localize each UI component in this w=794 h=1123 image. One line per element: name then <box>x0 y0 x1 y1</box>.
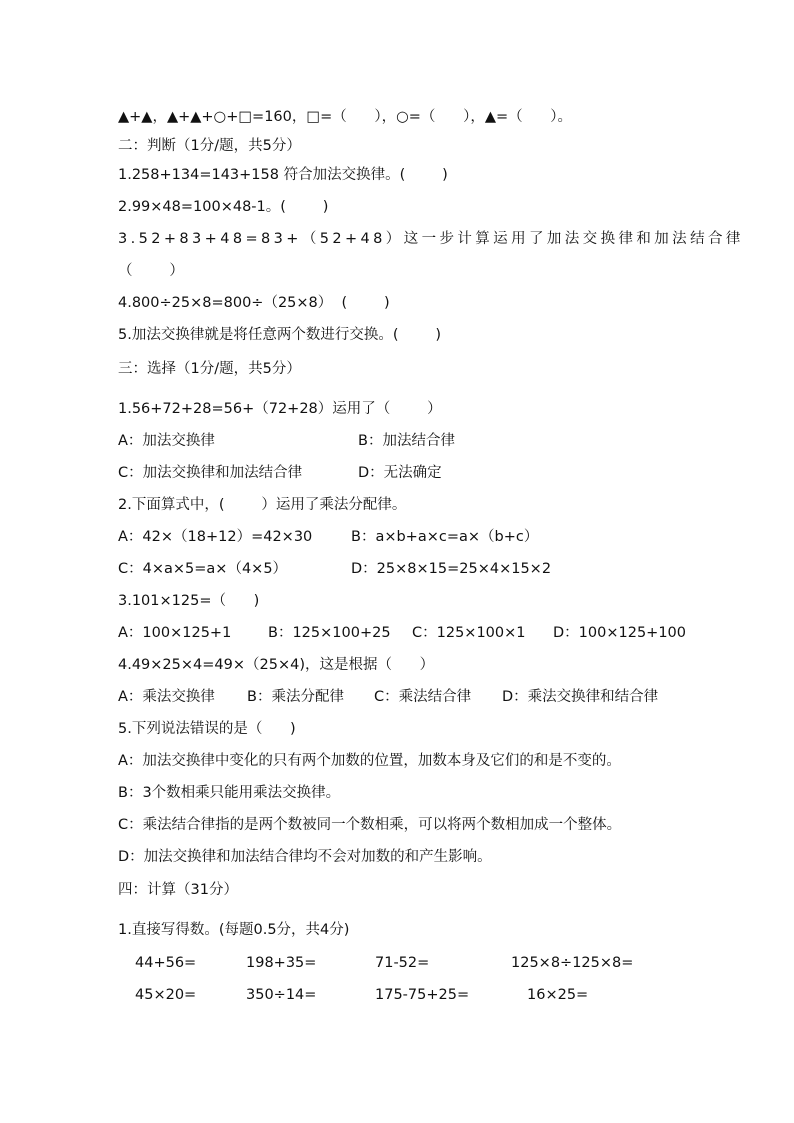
judge-item-5: 5.加法交换律就是将任意两个数进行交换。( ) <box>118 327 442 343</box>
intro-equation-line: ▲+▲，▲+▲+○+□=160，□=（ ），○=（ ），▲=（ ）。 <box>118 109 573 125</box>
choice-q3-option-b: B：125×100+25 <box>268 625 391 641</box>
choice-q2-option-c: C：4×a×5=a×（4×5） <box>118 561 288 577</box>
calc-item: 16×25= <box>527 987 589 1003</box>
choice-q2-stem: 2.下面算式中，( ）运用了乘法分配律。 <box>118 497 407 513</box>
judge-item-2: 2.99×48=100×48-1。( ) <box>118 199 329 215</box>
calc-sub1-title: 1.直接写得数。(每题0.5分，共4分) <box>118 922 350 938</box>
choice-q3-option-a: A：100×125+1 <box>118 625 232 641</box>
choice-q4-option-d: D：乘法交换律和结合律 <box>502 689 659 705</box>
choice-q4-option-c: C：乘法结合律 <box>374 689 472 705</box>
section-title-calc: 四：计算（31分） <box>118 882 238 898</box>
section-title-judge: 二：判断（1分/题，共5分） <box>118 138 301 154</box>
choice-q5-option-a: A：加法交换律中变化的只有两个加数的位置，加数本身及它们的和是不变的。 <box>118 753 621 769</box>
choice-q1-option-c: C：加法交换律和加法结合律 <box>118 465 303 481</box>
choice-q2-option-b: B：a×b+a×c=a×（b+c） <box>351 529 539 545</box>
choice-q5-stem: 5.下列说法错误的是（ ) <box>118 721 296 737</box>
choice-q3-option-c: C：125×100×1 <box>412 625 526 641</box>
choice-q1-option-d: D：无法确定 <box>358 465 442 481</box>
choice-q1-stem: 1.56+72+28=56+（72+28）运用了（ ） <box>118 401 442 417</box>
judge-item-4: 4.800÷25×8=800÷（25×8） ( ) <box>118 295 390 311</box>
choice-q4-option-b: B：乘法分配律 <box>247 689 344 705</box>
choice-q2-option-a: A：42×（18+12）=42×30 <box>118 529 313 545</box>
choice-q5-option-d: D：加法交换律和加法结合律均不会对加数的和产生影响。 <box>118 849 492 865</box>
calc-item: 44+56= <box>135 955 197 971</box>
section-title-choice: 三：选择（1分/题，共5分） <box>118 361 301 377</box>
choice-q1-option-b: B：加法结合律 <box>358 433 455 449</box>
judge-item-3-blank: （ ） <box>118 263 184 279</box>
judge-item-3: 3.52+83+48=83+（52+48）这一步计算运用了加法交换律和加法结合律 <box>118 231 744 247</box>
choice-q1-option-a: A：加法交换律 <box>118 433 215 449</box>
calc-item: 175-75+25= <box>375 987 470 1003</box>
judge-item-1: 1.258+134=143+158 符合加法交换律。( ) <box>118 167 448 183</box>
choice-q5-option-c: C：乘法结合律指的是两个数被同一个数相乘，可以将两个数相加成一个整体。 <box>118 817 622 833</box>
choice-q4-stem: 4.49×25×4=49×（25×4)，这是根据（ ） <box>118 657 435 673</box>
calc-item: 71-52= <box>375 955 430 971</box>
choice-q4-option-a: A：乘法交换律 <box>118 689 215 705</box>
calc-item: 198+35= <box>246 955 317 971</box>
calc-item: 350÷14= <box>246 987 317 1003</box>
calc-item: 45×20= <box>135 987 197 1003</box>
choice-q3-option-d: D：100×125+100 <box>553 625 686 641</box>
calc-item: 125×8÷125×8= <box>511 955 634 971</box>
choice-q3-stem: 3.101×125=（ ) <box>118 593 260 609</box>
choice-q5-option-b: B：3个数相乘只能用乘法交换律。 <box>118 785 341 801</box>
choice-q2-option-d: D：25×8×15=25×4×15×2 <box>351 561 552 577</box>
